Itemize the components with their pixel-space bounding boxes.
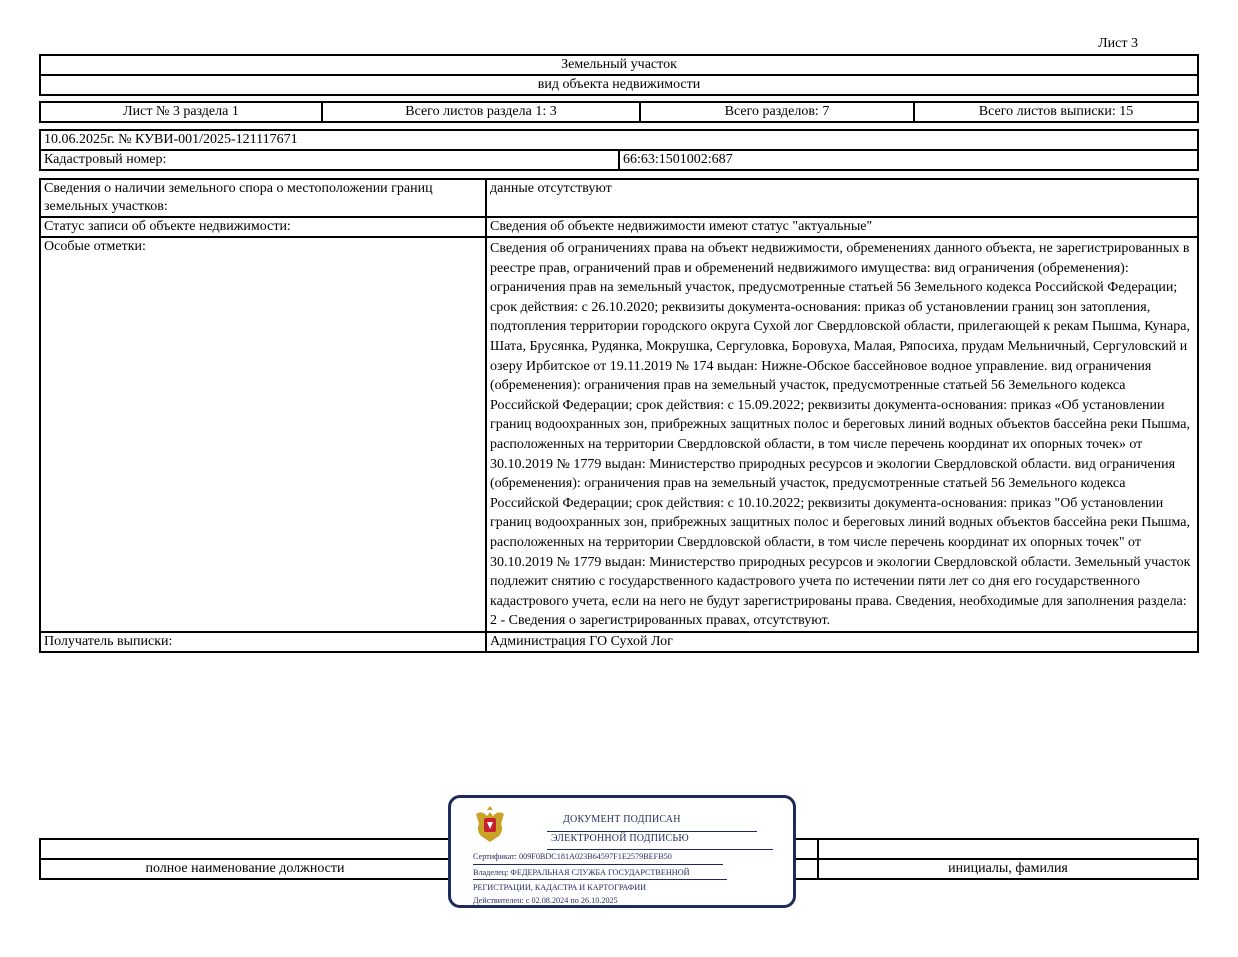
sheets-info-table — [39, 101, 1199, 123]
sheet-section: Лист № 3 раздела 1 — [40, 102, 322, 122]
object-caption: вид объекта недвижимости — [40, 75, 1198, 95]
info-table — [39, 178, 1199, 653]
name-caption: инициалы, фамилия — [818, 859, 1198, 879]
recipient-value: Администрация ГО Сухой Лог — [486, 632, 1198, 652]
stamp-owner-continued: РЕГИСТРАЦИИ, КАДАСТРА И КАРТОГРАФИИ — [473, 883, 647, 892]
position-field — [40, 839, 450, 859]
recipient-label: Получатель выписки: — [40, 632, 486, 652]
special-notes-value: Сведения об ограничениях права на объект недвижимости, обременениях данного объекта, не зарегистрированных в реестре прав, ограничений прав и обременений недвижимого имущества: вид ограничения (обременения): ограничения прав на земельный участок, предусмотренные статьей 56 Земельного кодекса Российской Федерации; срок действия: с 26.10.2020; реквизиты документа-основания: приказ об установлении границ зон затопления, подтопления территории городского округа Сухой лог Свердловской области, прилегающей к рекам Пышма, Кунара, Шата, Брусянка, Рудянка, Мокрушка, Сергуловка, Боровуха, Малая, Ряпосиха, прудам Мельничный, Сергуловский и озеру Ирбитское от 19.11.2019 № 174 выдан: Нижне-Обское бассейновое водное управление. вид ограничения (обременения): ограничения прав на земельный участок, предусмотренные статьей 56 Земельного кодекса Российской Федерации; срок действия: с 15.09.2022; реквизиты документа-основания: приказ «Об установлении границ водоохранных зон, прибрежных защитных полос и береговых линий водных объектов бассейна реки Пышма, расположенных на территории Свердловской области, в том числе перечень координат их опорных точек» от 30.10.2019 № 1779 выдан: Министерство природных ресурсов и экологии Свердловской области. вид ограничения (обременения): ограничения прав на земельный участок, предусмотренные статьей 56 Земельного кодекса Российской Федерации; срок действия: с 10.10.2022; реквизиты документа-основания: приказ "Об установлении границ водоохранных зон, прибрежных защитных полос и береговых линий водных объектов бассейна реки Пышма, расположенных на территории Свердловской области, в том числе перечень координат их опорных точек" от 30.10.2019 № 1779 выдан: Министерство природных ресурсов и экологии Свердловской области. Земельный участок подлежит снятию с государственного кадастрового учета по истечении пяти лет со дня его государственного кадастрового учета, если на него не будут зарегистрированы права. Сведения, необходимые для заполнения раздела: 2 - Сведения о зарегистрированных правах, отсутствуют. — [486, 237, 1198, 632]
dispute-value: данные отсутствуют — [486, 179, 1198, 217]
total-sections: Всего разделов: 7 — [640, 102, 914, 122]
cadastral-label: Кадастровый номер: — [40, 150, 619, 170]
status-value: Сведения об объекте недвижимости имеют статус "актуальные" — [486, 217, 1198, 237]
object-title: Земельный участок — [40, 55, 1198, 75]
record-table — [39, 129, 1199, 171]
table-row — [40, 632, 1198, 652]
status-label: Статус записи об объекте недвижимости: — [40, 217, 486, 237]
special-notes-label: Особые отметки: — [40, 237, 486, 632]
dispute-label: Сведения о наличии земельного спора о местоположении границ земельных участков: — [40, 179, 486, 217]
total-section-sheets: Всего листов раздела 1: 3 — [322, 102, 640, 122]
name-field — [818, 839, 1198, 859]
electronic-signature-stamp — [448, 795, 796, 908]
stamp-line-1: ДОКУМЕНТ ПОДПИСАН — [563, 814, 681, 825]
object-type-table — [39, 54, 1199, 96]
position-caption: полное наименование должности — [40, 859, 450, 879]
stamp-owner: Владелец: ФЕДЕРАЛЬНАЯ СЛУЖБА ГОСУДАРСТВЕННОЙ — [473, 868, 690, 877]
stamp-certificate: Сертификат: 009F0BDC181A023B64597F1E2579BEFB50 — [473, 852, 672, 861]
table-row — [40, 237, 1198, 632]
table-row — [40, 179, 1198, 217]
sheet-number: Лист 3 — [1098, 36, 1138, 51]
table-row — [40, 217, 1198, 237]
total-extract-sheets: Всего листов выписки: 15 — [914, 102, 1198, 122]
coat-of-arms-icon — [473, 804, 507, 844]
stamp-validity: Действителен: с 02.08.2024 по 26.10.2025 — [473, 896, 618, 905]
cadastral-value: 66:63:1501002:687 — [619, 150, 1198, 170]
stamp-line-2: ЭЛЕКТРОННОЙ ПОДПИСЬЮ — [551, 833, 689, 844]
record-date-number: 10.06.2025г. № КУВИ-001/2025-121117671 — [40, 130, 1198, 150]
